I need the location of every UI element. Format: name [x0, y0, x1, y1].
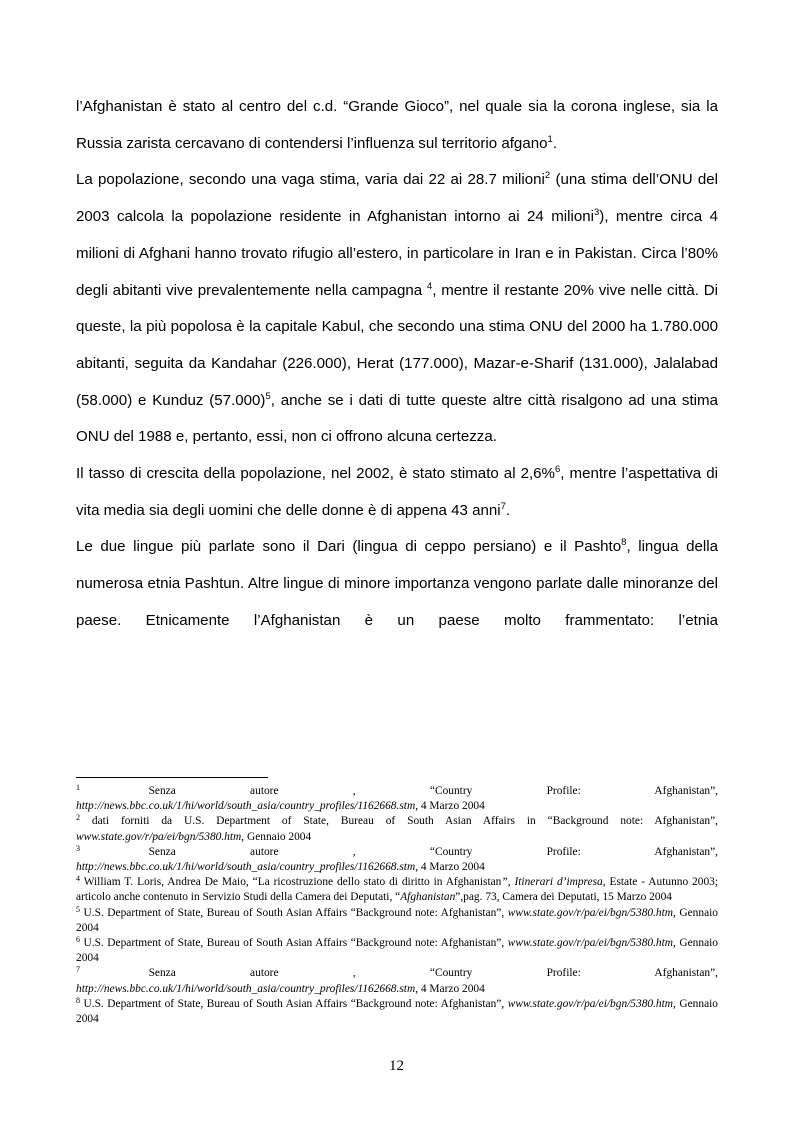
- paragraph-text: .: [552, 134, 558, 152]
- footnote-1: [76, 784, 718, 814]
- footnote-text: , 4 Marzo 2004: [415, 982, 485, 995]
- paragraph: [76, 162, 718, 456]
- footnote-text: William T. Loris, Andrea De Maio, “La ricostruzione dello stato di diritto in Afghanistan: [80, 876, 502, 889]
- paragraph-text: l’Afghanistan è stato al centro del c.d. “Grande Gioco”, nel quale sia la corona inglese, sia la Russia zarista cercavano di contendersi l’influenza sul territorio afgano: [76, 98, 718, 152]
- footnote-second-line: [76, 982, 718, 997]
- footnote-text: ”,pag. 73, Camera dei Deputati, 15 Marzo 2004: [455, 891, 672, 904]
- footnote-text: Senza autore , “Country Profile: Afghanistan”,: [80, 845, 718, 858]
- footnote-second-line: [76, 799, 718, 814]
- footnote-7: [76, 966, 718, 996]
- footnote-text: , 4 Marzo 2004: [415, 800, 485, 813]
- footnote-ref: 6: [554, 464, 561, 476]
- body-text: [76, 89, 718, 640]
- footnote-text: , Gennaio 2004: [76, 937, 718, 965]
- paragraph-text: , mentre il restante 20% vive nelle città. Di queste, la più popolosa è la capitale Kabul, che secondo una stima ONU del 2000 ha 1.780.000 abitanti, seguita da Kandahar (226.000), Herat (177.000), Mazar-e-Sharif (131.000), Jalalabad (58.000) e Kunduz (57.000): [76, 281, 718, 409]
- footnote-link: http://news.bbc.co.uk/1/hi/world/south_asia/country_profiles/1162668.stm: [76, 800, 416, 813]
- footnote-separator: [76, 777, 268, 778]
- footnote-ref: 8: [621, 537, 627, 549]
- paragraph-text: , mentre l’aspettativa di vita media sia degli uomini che delle donne è di appena 43 anni: [76, 465, 718, 519]
- footnote-second-line: [76, 860, 718, 875]
- footnote-link: www.state.gov/r/pa/ei/bgn/5380.htm: [507, 937, 674, 950]
- footnote-number: 8: [76, 995, 80, 1005]
- footnote-3: [76, 845, 718, 875]
- footnote-4: [76, 875, 718, 905]
- footnote-number: 7: [76, 965, 80, 975]
- footnote-link: Afghanistan: [400, 891, 456, 904]
- paragraph-text: .: [505, 501, 511, 519]
- footnote-ref: 3: [594, 207, 600, 219]
- footnote-first-line: [76, 784, 718, 799]
- footnote-link: http://news.bbc.co.uk/1/hi/world/south_asia/country_profiles/1162668.stm: [76, 861, 416, 874]
- footnote-2: [76, 814, 718, 844]
- footnote-text: U.S. Department of State, Bureau of South Asian Affairs “Background note: Afghanistan”,: [80, 906, 508, 919]
- footnote-text: U.S. Department of State, Bureau of South Asian Affairs “Background note: Afghanistan”,: [80, 937, 508, 950]
- footnote-text: Senza autore , “Country Profile: Afghanistan”,: [80, 967, 718, 980]
- footnotes: [76, 784, 718, 1027]
- paragraph-text: La popolazione, secondo una vaga stima, varia dai 22 ai 28.7 milioni: [76, 171, 545, 189]
- footnote-text: , Gennaio 2004: [76, 906, 718, 934]
- footnote-number: 4: [76, 874, 80, 884]
- footnote-first-line: [76, 845, 718, 860]
- paragraph-text: , lingua della numerosa etnia Pashtun. Altre lingue di minore importanza vengono parlate dalle minoranze del paese. Etnicamente l’Afghanistan è un paese molto frammentato: l’etnia: [76, 538, 718, 629]
- footnote-6: [76, 936, 718, 966]
- footnote-link: ”, Itinerari d’impresa: [501, 876, 603, 889]
- paragraph: [76, 529, 718, 639]
- footnote-8: [76, 997, 718, 1027]
- footnote-text: , Gennaio 2004: [241, 830, 312, 843]
- footnote-text: U.S. Department of State, Bureau of South Asian Affairs “Background note: Afghanistan”,: [80, 997, 508, 1010]
- footnote-ref: 2: [544, 170, 551, 182]
- paragraph-text: Le due lingue più parlate sono il Dari (lingua di ceppo persiano) e il Pashto: [76, 538, 622, 556]
- paragraph-text: ), mentre circa 4 milioni di Afghani hanno trovato rifugio all’estero, in particolare in Iran e in Pakistan. Circa l’80% degli abitanti vive prevalentemente nella campagna: [76, 208, 718, 299]
- footnote-first-line: [76, 966, 718, 981]
- footnote-text: Senza autore , “Country Profile: Afghanistan”,: [80, 785, 718, 797]
- footnote-text: , 4 Marzo 2004: [415, 861, 485, 874]
- paragraph-text: , anche se i dati di tutte queste altre città risalgono ad una stima ONU del 1988 e, pertanto, essi, non ci offrono alcuna certezza.: [76, 391, 718, 446]
- footnote-link: www.state.gov/r/pa/ei/bgn/5380.htm: [76, 830, 242, 843]
- paragraph: [76, 456, 718, 529]
- footnote-text: dati forniti da U.S. Department of State, Bureau of South Asian Affairs in “Background note: Afghanistan”,: [80, 815, 718, 828]
- footnote-link: www.state.gov/r/pa/ei/bgn/5380.htm: [507, 906, 674, 919]
- paragraph-text: (una stima dell’ONU del 2003 calcola la popolazione residente in Afghanistan intorno ai 24 milioni: [76, 171, 718, 226]
- footnote-link: www.state.gov/r/pa/ei/bgn/5380.htm: [507, 997, 674, 1010]
- footnote-ref: 7: [500, 500, 506, 512]
- page-number: 12: [389, 1058, 404, 1074]
- footnote-number: 3: [76, 843, 80, 853]
- footnote-ref: 5: [265, 390, 271, 402]
- footnote-number: 5: [76, 904, 80, 914]
- footnote-number: 1: [76, 783, 80, 792]
- footnote-text: , Gennaio 2004: [76, 997, 718, 1026]
- footnote-5: [76, 906, 718, 936]
- footnote-ref: 4: [426, 280, 433, 292]
- footnote-number: 6: [76, 935, 80, 945]
- footnote-ref: 1: [547, 133, 553, 145]
- paragraph-text: Il tasso di crescita della popolazione, nel 2002, è stato stimato al 2,6%: [76, 465, 555, 483]
- footnote-text: , Estate - Autunno 2003; articolo anche contenuto in Servizio Studi della Camera dei Deputati, “: [76, 876, 719, 904]
- paragraph: [76, 89, 718, 162]
- footnote-number: 2: [76, 813, 80, 823]
- footnote-link: http://news.bbc.co.uk/1/hi/world/south_asia/country_profiles/1162668.stm: [76, 982, 416, 995]
